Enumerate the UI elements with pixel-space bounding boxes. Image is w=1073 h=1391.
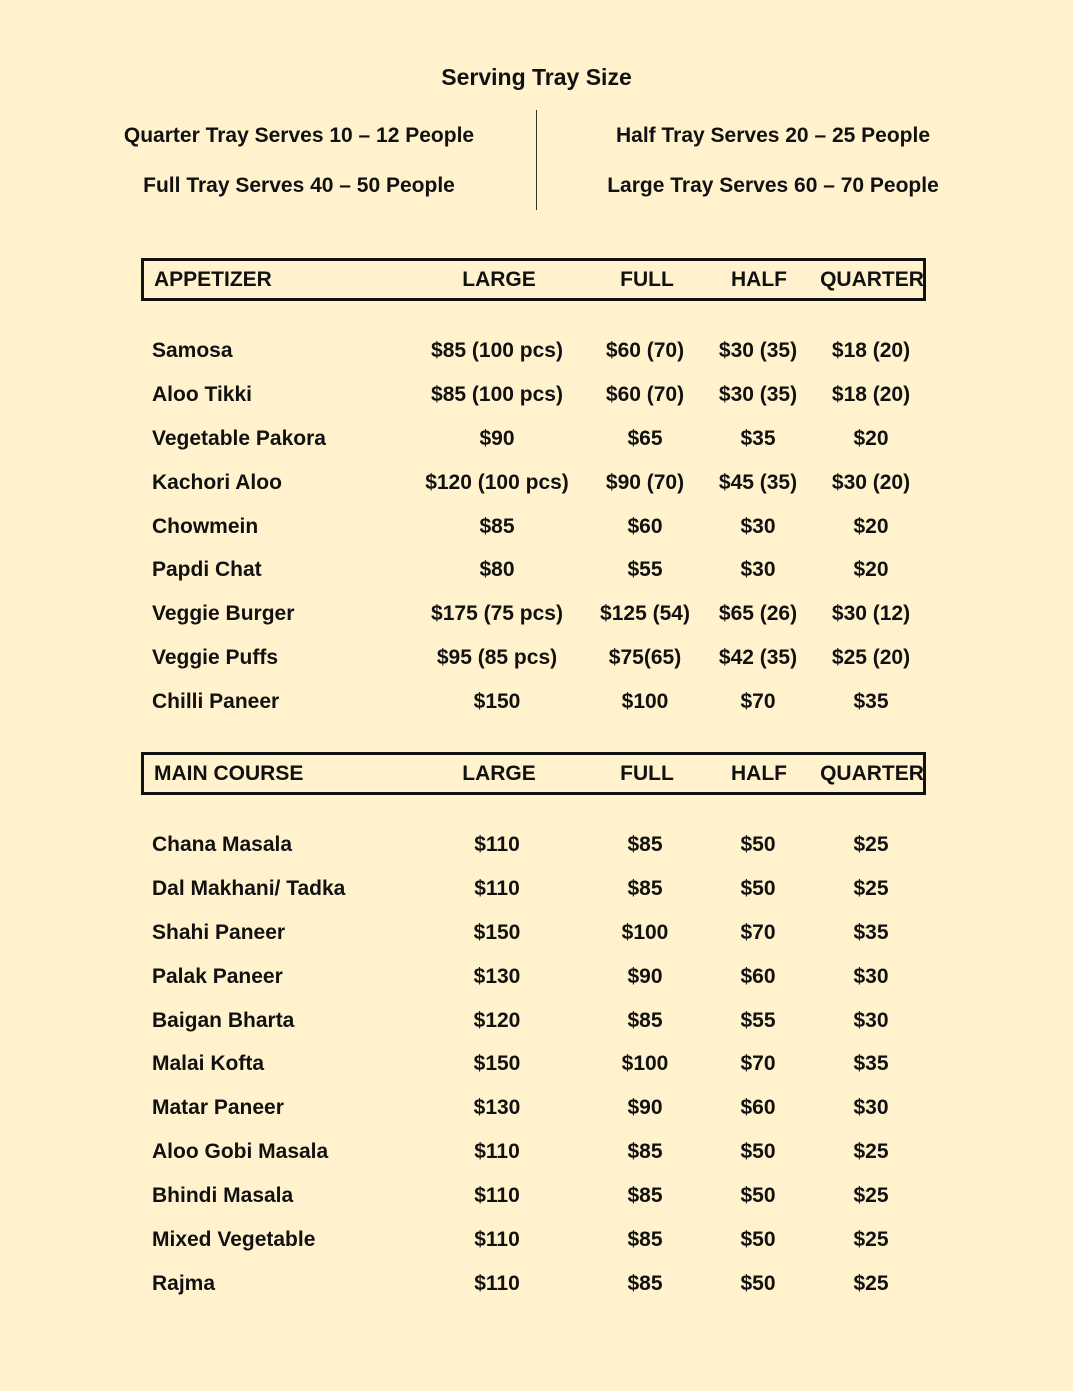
- price-half: $50: [740, 1184, 776, 1208]
- price-quarter: $30: [853, 1008, 889, 1032]
- main-course-header: [141, 752, 926, 795]
- item-name: Vegetable Pakora: [152, 426, 326, 450]
- price-quarter: $25: [853, 1271, 889, 1295]
- price-quarter: $25: [853, 832, 889, 856]
- item-name: Veggie Puffs: [152, 646, 279, 670]
- price-large: $110: [474, 1227, 520, 1251]
- item-name: Mixed Vegetable: [152, 1227, 316, 1251]
- price-full: $60 (70): [605, 382, 685, 406]
- price-large: $130: [473, 964, 521, 988]
- price-quarter: $35: [853, 690, 889, 714]
- column-half: HALF: [731, 761, 787, 785]
- table-row: [141, 329, 926, 373]
- price-large: $175 (75 pcs): [431, 602, 563, 626]
- price-half: $42 (35): [718, 646, 798, 670]
- price-large: $130: [473, 1096, 521, 1120]
- price-full: $85: [627, 1271, 663, 1295]
- price-quarter: $20: [853, 558, 889, 582]
- table-row: [141, 955, 926, 999]
- price-full: $90: [627, 1096, 663, 1120]
- price-quarter: $25 (20): [831, 646, 911, 670]
- full-tray-info: Full Tray Serves 40 – 50 People: [143, 174, 455, 197]
- tray-size-info: [0, 110, 1073, 210]
- price-large: $110: [474, 1184, 520, 1208]
- table-row: [141, 417, 926, 461]
- price-full: $100: [621, 920, 669, 944]
- table-row: [141, 461, 926, 505]
- item-name: Kachori Aloo: [152, 470, 282, 494]
- price-large: $85 (100 pcs): [431, 338, 563, 362]
- column-full: FULL: [620, 761, 674, 785]
- item-name: Shahi Paneer: [152, 920, 286, 944]
- price-large: $85 (100 pcs): [431, 382, 563, 406]
- half-tray-info: Half Tray Serves 20 – 25 People: [615, 124, 931, 147]
- table-row: [141, 592, 926, 636]
- price-half: $30: [740, 558, 776, 582]
- price-full: $85: [627, 1184, 663, 1208]
- price-full: $55: [627, 558, 663, 582]
- page-title: Serving Tray Size: [441, 64, 632, 90]
- price-quarter: $35: [853, 1052, 889, 1076]
- price-large: $150: [473, 920, 521, 944]
- table-row: [141, 373, 926, 417]
- column-full: FULL: [620, 267, 674, 291]
- column-quarter: QUARTER: [820, 267, 924, 291]
- price-large: $80: [479, 558, 515, 582]
- price-half: $60: [740, 1096, 776, 1120]
- table-row: [141, 1130, 926, 1174]
- price-half: $35: [740, 426, 776, 450]
- table-row: [141, 999, 926, 1043]
- appetizer-list: [141, 329, 926, 724]
- price-large: $85: [479, 514, 515, 538]
- table-row: [141, 867, 926, 911]
- item-name: Dal Makhani/ Tadka: [152, 876, 346, 900]
- item-name: Baigan Bharta: [152, 1008, 295, 1032]
- price-half: $60: [740, 964, 776, 988]
- price-full: $85: [627, 876, 663, 900]
- item-name: Papdi Chat: [152, 558, 262, 582]
- tray-info-divider: [536, 110, 537, 210]
- price-quarter: $30: [853, 964, 889, 988]
- price-large: $150: [473, 690, 521, 714]
- column-large: LARGE: [462, 761, 536, 785]
- price-full: $90 (70): [605, 470, 685, 494]
- table-row: [141, 1042, 926, 1086]
- price-quarter: $18 (20): [831, 338, 911, 362]
- table-row: [141, 680, 926, 724]
- price-half: $70: [740, 920, 776, 944]
- price-quarter: $30: [853, 1096, 889, 1120]
- item-name: Malai Kofta: [152, 1052, 265, 1076]
- price-large: $120: [473, 1008, 521, 1032]
- price-quarter: $30 (20): [831, 470, 911, 494]
- price-large: $90: [479, 426, 515, 450]
- price-half: $30: [740, 514, 776, 538]
- price-quarter: $25: [853, 1184, 889, 1208]
- price-half: $50: [740, 876, 776, 900]
- price-quarter: $20: [853, 426, 889, 450]
- price-large: $120 (100 pcs): [425, 470, 569, 494]
- table-row: [141, 911, 926, 955]
- item-name: Rajma: [152, 1271, 216, 1295]
- item-name: Chana Masala: [152, 832, 293, 856]
- price-half: $50: [740, 832, 776, 856]
- price-quarter: $18 (20): [831, 382, 911, 406]
- column-quarter: QUARTER: [820, 761, 924, 785]
- item-name: Chowmein: [152, 514, 259, 538]
- table-row: [141, 1174, 926, 1218]
- table-row: [141, 1262, 926, 1306]
- item-name: Aloo Gobi Masala: [152, 1140, 329, 1164]
- price-large: $110: [474, 1271, 520, 1295]
- price-full: $125 (54): [600, 602, 690, 626]
- price-half: $45 (35): [718, 470, 798, 494]
- item-name: Samosa: [152, 338, 233, 362]
- item-name: Palak Paneer: [152, 964, 283, 988]
- table-row: [141, 636, 926, 680]
- item-name: Veggie Burger: [152, 602, 295, 626]
- price-large: $150: [473, 1052, 521, 1076]
- quarter-tray-info: Quarter Tray Serves 10 – 12 People: [123, 124, 475, 147]
- appetizer-header: [141, 258, 926, 301]
- table-row: [141, 1218, 926, 1262]
- item-name: Chilli Paneer: [152, 690, 280, 714]
- price-full: $85: [627, 832, 663, 856]
- price-half: $50: [740, 1140, 776, 1164]
- price-large: $110: [474, 876, 520, 900]
- price-large: $110: [474, 832, 520, 856]
- item-name: Matar Paneer: [152, 1096, 284, 1120]
- price-half: $55: [740, 1008, 776, 1032]
- price-half: $65 (26): [718, 602, 798, 626]
- main-course-section-title: MAIN COURSE: [154, 761, 304, 785]
- price-full: $100: [621, 690, 669, 714]
- price-quarter: $35: [853, 920, 889, 944]
- price-full: $85: [627, 1008, 663, 1032]
- price-half: $50: [740, 1227, 776, 1251]
- table-row: [141, 1086, 926, 1130]
- price-quarter: $30 (12): [831, 602, 911, 626]
- table-row: [141, 505, 926, 549]
- main-course-list: [141, 823, 926, 1306]
- large-tray-info: Large Tray Serves 60 – 70 People: [607, 174, 939, 197]
- price-full: $90: [627, 964, 663, 988]
- price-large: $110: [474, 1140, 520, 1164]
- price-half: $50: [740, 1271, 776, 1295]
- price-full: $75(65): [608, 646, 682, 670]
- column-large: LARGE: [462, 267, 536, 291]
- price-large: $95 (85 pcs): [436, 646, 558, 670]
- price-quarter: $25: [853, 1227, 889, 1251]
- price-full: $65: [627, 426, 663, 450]
- price-quarter: $20: [853, 514, 889, 538]
- price-full: $85: [627, 1227, 663, 1251]
- column-half: HALF: [731, 267, 787, 291]
- appetizer-section-title: APPETIZER: [154, 267, 272, 291]
- price-quarter: $25: [853, 1140, 889, 1164]
- price-quarter: $25: [853, 876, 889, 900]
- item-name: Aloo Tikki: [152, 382, 252, 406]
- price-half: $30 (35): [718, 382, 798, 406]
- item-name: Bhindi Masala: [152, 1184, 294, 1208]
- table-row: [141, 823, 926, 867]
- price-full: $60: [627, 514, 663, 538]
- price-half: $70: [740, 690, 776, 714]
- price-full: $60 (70): [605, 338, 685, 362]
- price-full: $85: [627, 1140, 663, 1164]
- table-row: [141, 548, 926, 592]
- price-half: $30 (35): [718, 338, 798, 362]
- price-half: $70: [740, 1052, 776, 1076]
- price-full: $100: [621, 1052, 669, 1076]
